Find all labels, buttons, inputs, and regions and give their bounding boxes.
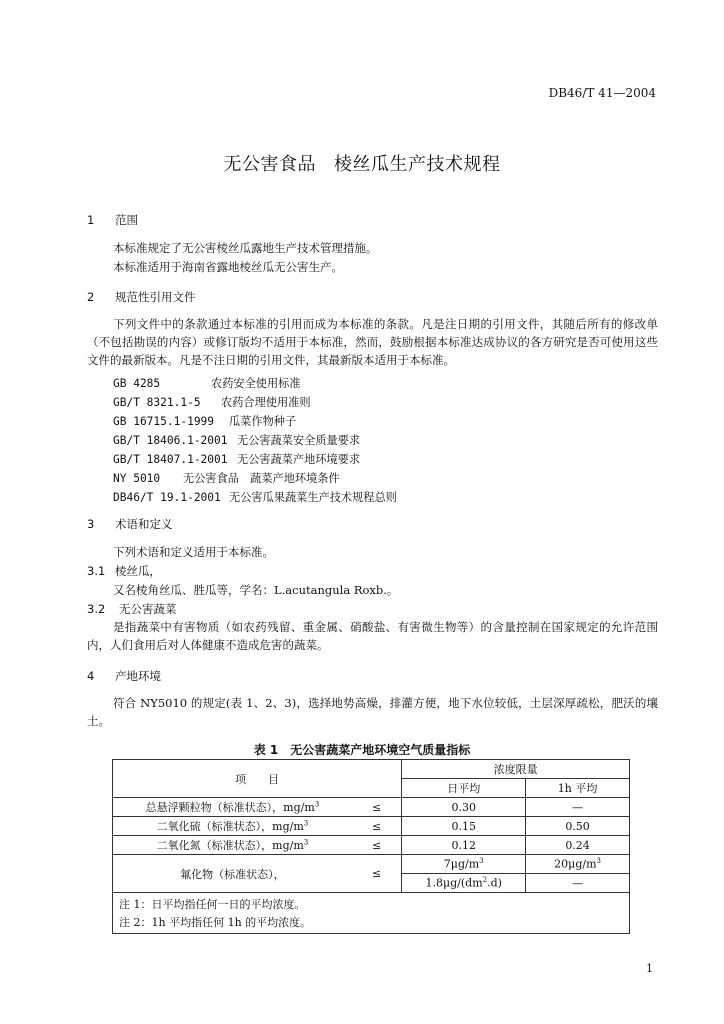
- cell-daily: 0.15: [402, 817, 526, 836]
- term-title: 无公害蔬菜: [119, 602, 177, 616]
- section-4-paragraph: [87, 694, 658, 730]
- air-quality-table: [112, 759, 630, 934]
- cell-op: ≤: [352, 798, 402, 817]
- cell-op: ≤: [352, 836, 402, 855]
- table-row: [113, 836, 630, 855]
- document-id: DB46/T 41—2004: [548, 86, 656, 100]
- table-row: [113, 817, 630, 836]
- section-2-heading: [87, 289, 196, 305]
- section-1-heading: [87, 212, 138, 228]
- cell-daily: 0.30: [402, 798, 526, 817]
- header-item: 项 目: [113, 760, 402, 798]
- section-number: 3: [87, 517, 95, 531]
- section-title: 产地环境: [115, 669, 161, 683]
- header-hourly: 1h 平均: [526, 779, 630, 798]
- cell-item: 二氧化氮（标准状态），$mg/m^3$: [113, 836, 352, 855]
- cell-item: 总悬浮颗粒物（标准状态），$mg/m^3$: [113, 798, 352, 817]
- cell-daily: $7\mu g/m^3$: [402, 855, 526, 874]
- page-title: [0, 150, 724, 176]
- section-3-heading: [87, 516, 173, 532]
- title-part-1: 无公害食品: [223, 154, 316, 175]
- cell-op: ≤: [352, 817, 402, 836]
- term-3-1-heading: [87, 563, 161, 579]
- section-title: 术语和定义: [115, 517, 173, 531]
- section-number: 4: [87, 669, 95, 683]
- cell-hourly: —: [526, 874, 630, 893]
- cell-item: 二氧化硫（标准状态），$mg/m^3$: [113, 817, 352, 836]
- cell-hourly: $20\mu g/m^3$: [526, 855, 630, 874]
- reference-item: DB46/T 19.1-2001 无公害瓜果蔬菜生产技术规程总则: [113, 491, 397, 504]
- page-number: 1: [646, 962, 653, 975]
- section-1-paragraph-1: 本标准规定了无公害棱丝瓜露地生产技术管理措施。: [113, 241, 378, 255]
- term-number: 3.1: [87, 564, 106, 578]
- reference-item: GB/T 8321.1-5 农药合理使用准则: [113, 396, 311, 409]
- term-3-2-heading: [87, 601, 177, 617]
- reference-item: GB 16715.1-1999 瓜菜作物种子: [113, 415, 297, 428]
- section-number: 1: [87, 213, 95, 227]
- section-title: 规范性引用文件: [115, 290, 196, 304]
- title-part-2: 棱丝瓜生产技术规程: [334, 154, 501, 175]
- table-row: [113, 798, 630, 817]
- table-note-row: [113, 913, 630, 934]
- cell-item: 氟化物（标准状态），: [113, 855, 352, 893]
- reference-item: NY 5010 无公害食品 蔬菜产地环境条件: [113, 472, 340, 485]
- cell-daily: $1.8\mu g/(dm^2.d)$: [402, 874, 526, 893]
- cell-hourly: 0.50: [526, 817, 630, 836]
- cell-hourly: 0.24: [526, 836, 630, 855]
- table-row: [113, 855, 630, 874]
- term-number: 3.2: [87, 602, 106, 616]
- term-3-2-definition: [87, 618, 658, 654]
- reference-item: GB 4285 农药安全使用标准: [113, 377, 301, 390]
- section-2-paragraph: [87, 315, 658, 369]
- paragraph-text: 符合 NY5010 的规定(表 1、2、3)，选择地势高燥，排灌方便，地下水位较低，土层深厚疏松，肥沃的壤土。: [87, 696, 658, 728]
- section-number: 2: [87, 290, 95, 304]
- section-1-paragraph-2: 本标准适用于海南省露地棱丝瓜无公害生产。: [113, 260, 343, 274]
- term-title: 棱丝瓜，: [115, 564, 161, 578]
- reference-item: GB/T 18407.1-2001 无公害蔬菜产地环境要求: [113, 453, 361, 466]
- paragraph-text: 下列文件中的条款通过本标准的引用而成为本标准的条款。凡是注日期的引用文件，其随后所有的修改单（不包括勘误的内容）或修订版均不适用于本标准，然而，鼓励根据本标准达成协议的各方研究是否可使用这些文件的最新版本。凡是不注日期的引用文件，其最新版本适用于本标准。: [87, 317, 658, 367]
- table-note: 注 1：日平均指任何一日的平均浓度。: [113, 893, 630, 914]
- cell-daily: 0.12: [402, 836, 526, 855]
- table-header-row: [113, 760, 630, 779]
- cell-op: ≤: [352, 855, 402, 893]
- term-3-1-definition: 又名棱角丝瓜、胜瓜等，学名：L.acutangula Roxb.。: [113, 583, 399, 597]
- table-title: 表 1 无公害蔬菜产地环境空气质量指标: [253, 743, 471, 757]
- header-limit: 浓度限量: [402, 760, 630, 779]
- table-note: 注 2：1h 平均指任何 1h 的平均浓度。: [113, 913, 630, 934]
- section-title: 范围: [115, 213, 138, 227]
- header-daily: 日平均: [402, 779, 526, 798]
- section-3-paragraph: 下列术语和定义适用于本标准。: [113, 545, 274, 559]
- section-4-heading: [87, 668, 161, 684]
- cell-hourly: —: [526, 798, 630, 817]
- paragraph-text: 是指蔬菜中有害物质（如农药残留、重金属、硝酸盐、有害微生物等）的含量控制在国家规定的允许范围内，人们食用后对人体健康不造成危害的蔬菜。: [87, 620, 658, 652]
- reference-item: GB/T 18406.1-2001 无公害蔬菜安全质量要求: [113, 434, 361, 447]
- table-note-row: [113, 893, 630, 914]
